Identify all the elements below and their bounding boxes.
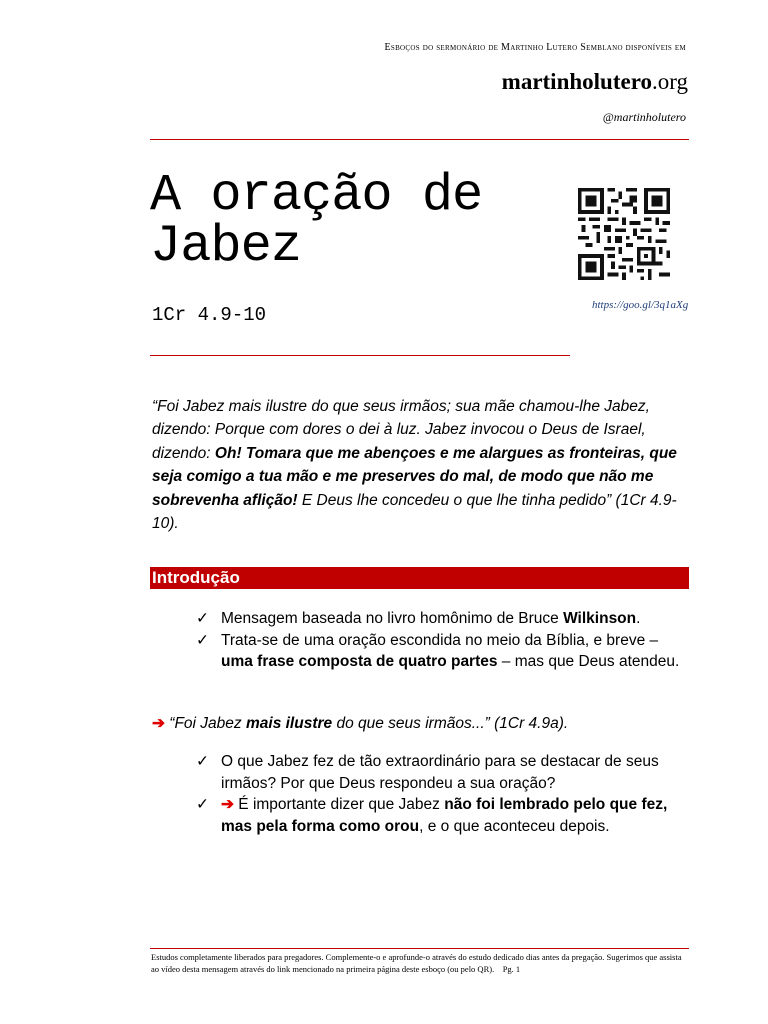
- bible-quote: [152, 395, 692, 535]
- list-item: [196, 751, 686, 794]
- list-item-text: É importante dizer que Jabez: [234, 796, 445, 814]
- qr-link[interactable]: https://goo.gl/3q1aXg: [592, 299, 689, 311]
- list-item-text: O que Jabez fez de tão extraordinário para se destacar de seus irmãos? Por que Deus respondeu a sua oração?: [221, 753, 659, 792]
- social-handle: @martinholutero: [602, 110, 686, 124]
- callout-bold: mais ilustre: [245, 715, 333, 732]
- series-header: Esboços do sermonário de Martinho Lutero Semblano disponíveis em: [384, 42, 686, 53]
- list-item-bold: Wilkinson: [563, 610, 637, 627]
- list-item-bold: uma frase composta de quatro partes: [221, 653, 498, 671]
- list-item: [196, 794, 686, 837]
- quote-callout: [152, 714, 568, 733]
- section-title: Introdução: [152, 568, 240, 587]
- site-name-bold: martinholutero: [501, 69, 652, 94]
- arrow-right-icon: ➔: [221, 796, 234, 814]
- sermon-title: [150, 166, 550, 276]
- quote-text-bold: Oh! Tomara que me abençoes e me alargues as fronteiras, que seja comigo a tua mão e me preserves do mal, de modo que não me sobrevenha aflição!: [152, 444, 677, 509]
- check-icon: ✓: [196, 631, 209, 649]
- footer-divider: [150, 948, 689, 949]
- page-number: Pg. 1: [502, 964, 521, 974]
- list-item-end: , e o que aconteceu depois.: [419, 818, 610, 836]
- site-name-tld: .org: [652, 69, 688, 94]
- qr-code-icon[interactable]: [576, 188, 672, 280]
- callout-text-2: do que seus irmãos...” (1Cr 4.9a).: [332, 715, 569, 732]
- title-line-2: Jabez: [150, 217, 302, 276]
- title-line-1: A oração de: [150, 166, 483, 225]
- list-item: [196, 608, 686, 630]
- header-divider: [150, 139, 689, 140]
- footer-text: Estudos completamente liberados para pregadores. Complemente-o e aprofunde-o através do estudo dedicado dias antes da pregação. Sugerimos que assista ao vídeo desta mensagem através do link mencionado na primeira página deste esboço (ou pelo QR).: [151, 952, 682, 974]
- callout-text-1: “Foi Jabez: [165, 715, 246, 732]
- footer-note: [151, 951, 691, 975]
- questions-list: [196, 751, 686, 838]
- check-icon: ✓: [196, 753, 209, 770]
- list-item-end: .: [636, 610, 641, 627]
- site-name[interactable]: [502, 69, 688, 95]
- scripture-reference: 1Cr 4.9-10: [152, 304, 267, 326]
- list-item-bold: não foi lembrado pelo que fez, mas pela forma como orou: [221, 796, 668, 836]
- check-icon: ✓: [196, 796, 209, 814]
- check-icon: ✓: [196, 610, 209, 627]
- intro-list: [196, 608, 686, 673]
- title-divider: [150, 355, 570, 356]
- quote-text-1: “Foi Jabez mais ilustre do que seus irmãos; sua mãe chamou-lhe Jabez, dizendo: Porque com dores o dei à luz. Jabez invocou o Deus de Israel, dizendo:: [152, 398, 650, 462]
- list-item: [196, 630, 686, 673]
- quote-text-2: E Deus lhe concedeu o que lhe tinha pedido” (1Cr 4.9-10).: [152, 491, 677, 533]
- list-item-end: – mas que Deus atendeu.: [497, 653, 680, 671]
- list-item-text: Mensagem baseada no livro homônimo de Bruce: [221, 610, 564, 627]
- section-header-bar: [150, 567, 689, 589]
- arrow-right-icon: ➔: [152, 715, 165, 732]
- list-item-text: Trata-se de uma oração escondida no meio da Bíblia, e breve –: [221, 631, 659, 649]
